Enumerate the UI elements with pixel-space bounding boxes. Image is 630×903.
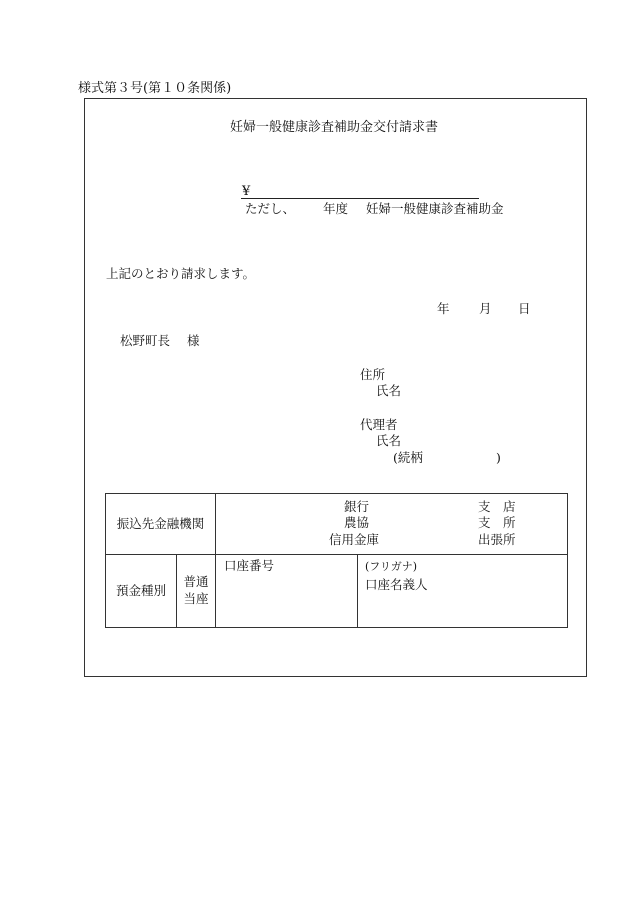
account-number-cell <box>216 555 358 628</box>
institution-value-cell <box>216 494 568 555</box>
form-number: 様式第３号(第１０条関係) <box>78 81 232 96</box>
deposit-type-label: 預金種別 <box>115 582 166 598</box>
yen-symbol: ¥ <box>242 184 251 199</box>
date-year-label: 年 <box>437 301 450 316</box>
tadashi-text: ただし、 <box>245 201 296 216</box>
date-month-label: 月 <box>479 301 492 316</box>
agent-name-label: 氏名 <box>376 433 402 448</box>
bank-transfer-table <box>105 493 568 628</box>
account-row <box>106 555 568 628</box>
deposit-type-label-cell <box>106 555 177 628</box>
agent-label: 代理者 <box>360 417 398 432</box>
shinkin-label: 信用金庫 <box>329 532 380 547</box>
applicant-name-label: 氏名 <box>376 383 402 398</box>
deposit-type-options-cell <box>177 555 216 628</box>
addressee-honorific: 様 <box>187 333 200 348</box>
addressee-name: 松野町長 <box>120 333 171 348</box>
relation-label: (続柄 <box>393 450 423 465</box>
request-text: 上記のとおり請求します。 <box>106 266 256 281</box>
date-day-label: 日 <box>518 301 531 316</box>
amount-underline <box>241 198 479 199</box>
branch-shinkin-label: 出張所 <box>478 532 516 547</box>
account-holder-label: 口座名義人 <box>365 577 428 592</box>
purpose-text: 妊婦一般健康診査補助金 <box>366 201 504 216</box>
institution-label-cell <box>106 494 216 555</box>
branch-bank-label: 支 店 <box>478 499 516 514</box>
institution-row <box>106 494 568 555</box>
account-number-label: 口座番号 <box>224 558 275 573</box>
nokyo-label: 農協 <box>344 515 370 530</box>
address-label: 住所 <box>360 367 386 382</box>
toza-option: 当座 <box>183 591 209 606</box>
futsu-option: 普通 <box>183 574 209 590</box>
form-title: 妊婦一般健康診査補助金交付請求書 <box>230 120 439 135</box>
furigana-label: (フリガナ) <box>365 560 418 573</box>
institution-label: 振込先金融機関 <box>116 515 205 531</box>
account-holder-cell <box>358 555 568 628</box>
bank-label: 銀行 <box>344 499 370 514</box>
relation-close-paren: ) <box>496 450 501 465</box>
fiscal-year-label: 年度 <box>323 201 349 216</box>
institution-options <box>216 494 567 554</box>
branch-nokyo-label: 支 所 <box>478 515 516 530</box>
